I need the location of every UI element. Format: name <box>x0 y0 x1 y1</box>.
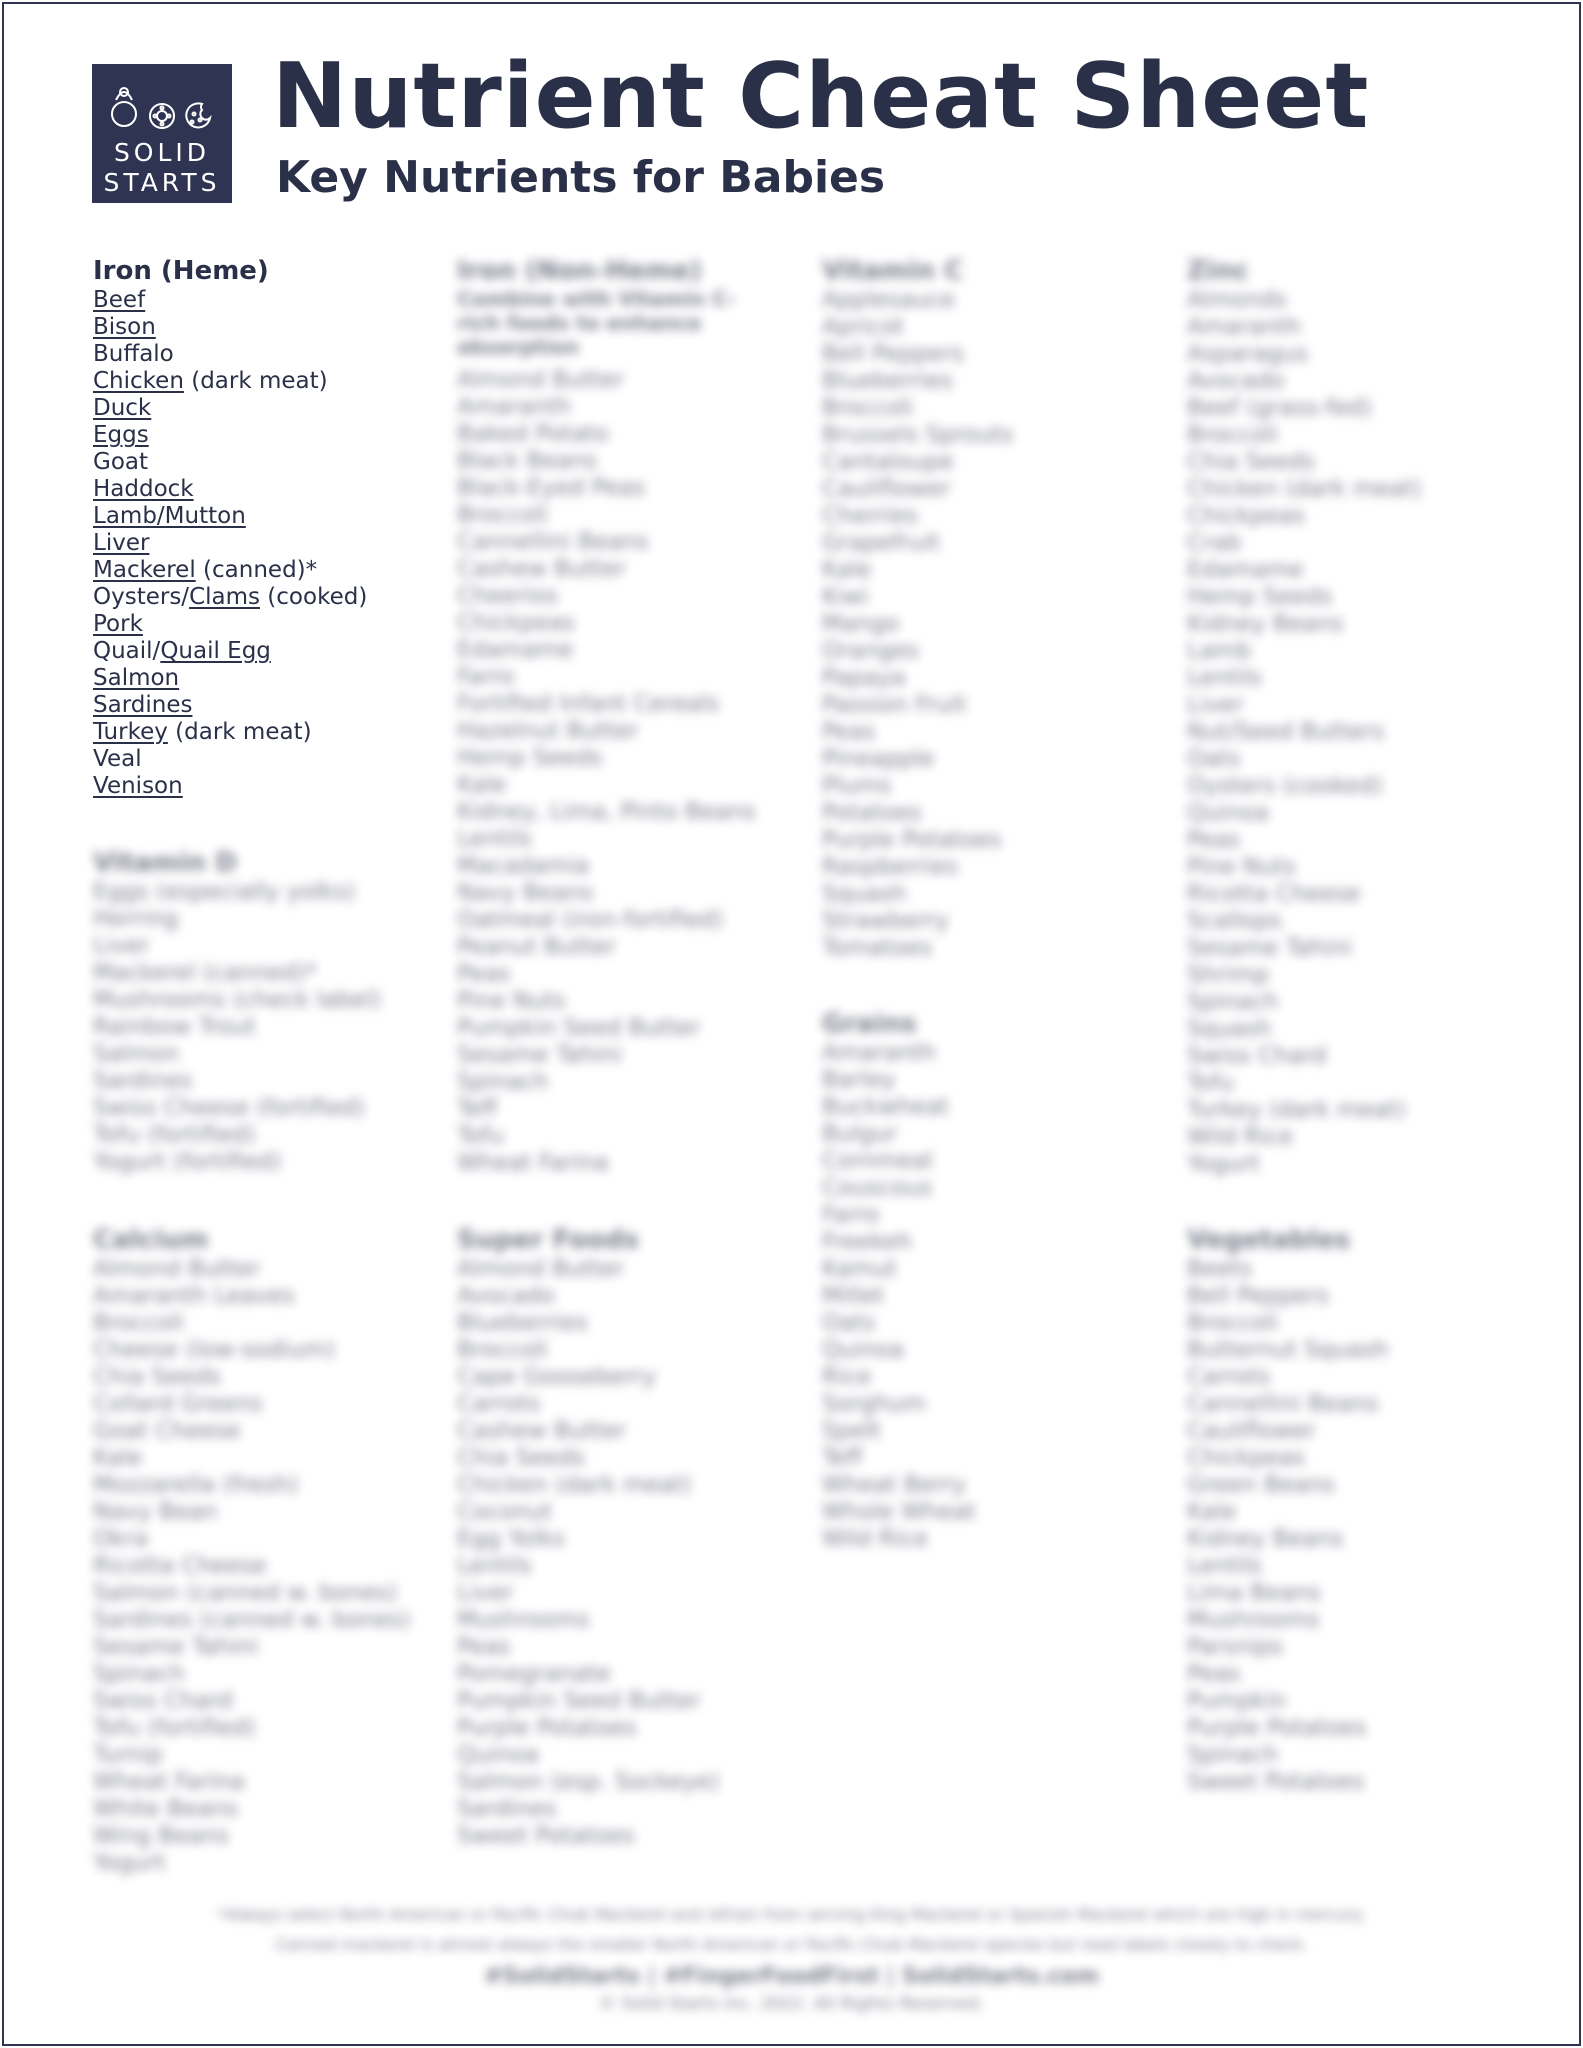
list-item: Swiss Cheese (fortified) <box>93 1095 365 1121</box>
food-link[interactable]: Pork <box>93 611 143 637</box>
list-item: Sorghum <box>822 1391 926 1417</box>
list-item: Sardines <box>93 1068 193 1094</box>
list-item: Cherries <box>822 503 918 529</box>
list-item: Plums <box>822 773 892 799</box>
list-item: Lentils <box>457 826 532 852</box>
list-item: Asparagus <box>1187 341 1309 367</box>
list-item: Lentils <box>1187 1553 1262 1579</box>
list-item: Blueberries <box>822 368 953 394</box>
list-item: Sesame Tahini <box>93 1634 258 1660</box>
list-item: Amaranth <box>822 1040 936 1066</box>
list-item: Macadamia <box>457 853 590 879</box>
vitamin-d-list <box>93 879 423 1176</box>
footnote-line: Canned mackerel is almost always the smaller North American or Pacific Chub Mackerel species but read labels closely to check. <box>275 1935 1308 1954</box>
list-item: Cashew Butter <box>457 556 626 582</box>
list-item: Rainbow Trout <box>93 1014 256 1040</box>
list-item: Coconut <box>457 1499 553 1525</box>
list-item <box>93 503 423 530</box>
list-item: Okra <box>93 1526 148 1552</box>
list-item <box>93 422 423 449</box>
item-text: Veal <box>93 746 142 772</box>
list-item <box>93 746 423 773</box>
list-item: Oysters (cooked) <box>1187 773 1383 799</box>
list-item: Spinach <box>1187 1742 1279 1768</box>
item-text: Buffalo <box>93 341 174 367</box>
list-item: Pumpkin Seed Butter <box>457 1015 701 1041</box>
list-item: Yogurt <box>1187 1151 1260 1177</box>
list-item: Chicken (dark meat) <box>1187 476 1422 502</box>
list-item: Wheat Farina <box>93 1769 245 1795</box>
list-item: Lentils <box>1187 665 1262 691</box>
list-item <box>93 665 423 692</box>
list-item: Quinoa <box>1187 800 1269 826</box>
list-item: Applesauce <box>822 287 955 313</box>
super-foods-list <box>457 1256 787 1850</box>
food-icons <box>102 78 222 140</box>
section-heading: Super Foods <box>457 1225 639 1255</box>
list-item: Bell Peppers <box>1187 1283 1330 1309</box>
list-item: Edamame <box>457 637 574 663</box>
list-item: Hemp Seeds <box>1187 584 1333 610</box>
section-vitamin-d <box>93 849 423 1176</box>
list-item: Chickpeas <box>1187 1445 1305 1471</box>
list-item: Yogurt (fortified) <box>93 1149 282 1175</box>
list-item: Teff <box>457 1096 498 1122</box>
list-item: Scallops <box>1187 908 1282 934</box>
list-item: Lamb <box>1187 638 1251 664</box>
list-item: Blueberries <box>457 1310 588 1336</box>
list-item: Broccoli <box>93 1310 184 1336</box>
section-vegetables <box>1187 1226 1517 1796</box>
list-item: Grapefruit <box>822 530 940 556</box>
list-item: Pine Nuts <box>1187 854 1296 880</box>
list-item: Kale <box>1187 1499 1237 1525</box>
list-item: Broccoli <box>1187 422 1278 448</box>
list-item: Yogurt <box>93 1850 166 1876</box>
list-item: Oatmeal (iron-fortified) <box>457 907 724 933</box>
list-item: Couscous <box>822 1175 932 1201</box>
list-item: Quinoa <box>822 1337 904 1363</box>
item-text: Oysters/ <box>93 584 190 610</box>
food-link[interactable]: Bison <box>93 314 156 340</box>
list-item: Beets <box>1187 1256 1253 1282</box>
list-item: Cape Gooseberry <box>457 1364 657 1390</box>
list-item: Spinach <box>457 1069 549 1095</box>
list-item: Cantaloupe <box>822 449 954 475</box>
section-calcium <box>93 1226 423 1877</box>
list-item: Passion Fruit <box>822 692 967 718</box>
food-link[interactable]: Venison <box>93 773 183 799</box>
list-item: Kamut <box>822 1256 897 1282</box>
list-item: Cauliflower <box>822 476 951 502</box>
mackerel-footnote <box>120 1900 1463 1960</box>
list-item: Squash <box>1187 1016 1272 1042</box>
list-item <box>93 692 423 719</box>
list-item: Black Beans <box>457 448 598 474</box>
list-item: Millet <box>822 1283 885 1309</box>
list-item: Black-Eyed Peas <box>457 475 646 501</box>
list-item: Mushrooms <box>457 1607 590 1633</box>
list-item: Collard Greens <box>93 1391 263 1417</box>
calcium-list <box>93 1256 423 1877</box>
list-item: Parsnips <box>1187 1634 1283 1660</box>
zinc-list <box>1187 287 1517 1178</box>
list-item: Purple Potatoes <box>457 1715 637 1741</box>
list-item: Purple Potatoes <box>822 827 1002 853</box>
list-item: Sweet Potatoes <box>457 1823 635 1849</box>
list-item: Kidney Beans <box>1187 1526 1344 1552</box>
list-item: Butternut Squash <box>1187 1337 1389 1363</box>
section-heading: Vegetables <box>1187 1225 1351 1255</box>
item-text: (dark meat) <box>183 368 328 394</box>
food-link[interactable]: Quail Egg <box>160 638 271 664</box>
copyright: © Solid Starts Inc. 2022. All Rights Reserved. <box>598 1994 985 2014</box>
list-item: Almond Butter <box>93 1256 261 1282</box>
section-intro: Combine with Vitamin C-rich foods to enhance absorption <box>457 287 736 359</box>
list-item: Navy Bean <box>93 1499 218 1525</box>
list-item: Kiwi <box>822 584 869 610</box>
list-item: Potatoes <box>822 800 922 826</box>
list-item: Carrots <box>457 1391 541 1417</box>
list-item: Kidney, Lima, Pinto Beans <box>457 799 756 825</box>
list-item: Pine Nuts <box>457 988 566 1014</box>
list-item: Oats <box>1187 746 1241 772</box>
list-item: Mushrooms <box>1187 1607 1320 1633</box>
section-zinc <box>1187 257 1517 1178</box>
food-link[interactable]: Liver <box>93 530 150 556</box>
section-heading: Vitamin C <box>822 256 964 286</box>
list-item: Pomegranate <box>457 1661 611 1687</box>
list-item: Wheat Berry <box>822 1472 966 1498</box>
list-item: Raspberries <box>822 854 958 880</box>
list-item: Eggs (especially yolks) <box>93 879 356 905</box>
list-item: Bell Peppers <box>822 341 965 367</box>
list-item <box>93 395 423 422</box>
list-item: Chia Seeds <box>457 1445 585 1471</box>
section-vitamin-c <box>822 257 1152 962</box>
logo-word-starts: STARTS <box>103 168 221 197</box>
list-item: Green Beans <box>1187 1472 1335 1498</box>
food-link[interactable]: Clams <box>189 584 260 610</box>
solid-starts-logo <box>92 64 232 203</box>
list-item: Mango <box>822 611 900 637</box>
list-item: Teff <box>822 1445 863 1471</box>
iron-non-heme-list <box>457 367 787 1177</box>
list-item: Egg Yolks <box>457 1526 565 1552</box>
food-link[interactable]: Turkey <box>93 719 168 745</box>
list-item: Swiss Chard <box>1187 1043 1327 1069</box>
list-item: Wild Rice <box>1187 1124 1294 1150</box>
section-iron-heme <box>93 257 423 800</box>
list-item: Cheese (low-sodium) <box>93 1337 335 1363</box>
list-item: Beef (grass-fed) <box>1187 395 1372 421</box>
section-heading: Calcium <box>93 1225 209 1255</box>
list-item: Freekeh <box>822 1229 913 1255</box>
list-item: Peanut Butter <box>457 934 616 960</box>
list-item: Squash <box>822 881 907 907</box>
list-item: Peas <box>457 1634 511 1660</box>
list-item: Liver <box>457 1580 514 1606</box>
list-item: Purple Potatoes <box>1187 1715 1367 1741</box>
list-item: Broccoli <box>457 1337 548 1363</box>
list-item: Edamame <box>1187 557 1304 583</box>
list-item: Shrimp <box>1187 962 1270 988</box>
section-heading: Iron (Non-Heme) <box>457 256 702 286</box>
list-item: Nut/Seed Butters <box>1187 719 1385 745</box>
list-item: Tofu (fortified) <box>93 1122 256 1148</box>
list-item <box>93 557 423 584</box>
page-title: Nutrient Cheat Sheet <box>272 44 1370 149</box>
list-item: Cannellini Beans <box>457 529 649 555</box>
list-item <box>93 314 423 341</box>
list-item: Avocado <box>1187 368 1285 394</box>
item-text: (canned)* <box>195 557 318 583</box>
food-link[interactable]: Mackerel <box>93 557 196 583</box>
list-item: Peas <box>457 961 511 987</box>
list-item <box>93 341 423 368</box>
list-item: Ricotta Cheese <box>93 1553 267 1579</box>
list-item: Wild Rice <box>822 1526 929 1552</box>
list-item: Baked Potato <box>457 421 609 447</box>
list-item: Sesame Tahini <box>457 1042 622 1068</box>
footer-links[interactable]: #SolidStarts | #FingerFoodFirst | SolidStarts.com <box>484 1964 1099 1989</box>
list-item: Fortified Infant Cereals <box>457 691 720 717</box>
list-item: Chickpeas <box>457 610 575 636</box>
food-link[interactable]: Sardines <box>93 692 193 718</box>
list-item: Salmon (esp. Sockeye) <box>457 1769 720 1795</box>
logo-word-solid: SOLID <box>113 138 211 167</box>
list-item: Ricotta Cheese <box>1187 881 1361 907</box>
list-item <box>93 287 423 314</box>
list-item: Tofu <box>1187 1070 1234 1096</box>
food-link[interactable]: Haddock <box>93 476 194 502</box>
list-item: Strawberry <box>822 908 949 934</box>
list-item: Wing Beans <box>93 1823 229 1849</box>
list-item: Navy Beans <box>457 880 594 906</box>
list-item: Amaranth Leaves <box>93 1283 295 1309</box>
item-text: (dark meat) <box>167 719 312 745</box>
list-item: Spelt <box>822 1418 881 1444</box>
list-item: Apricot <box>822 314 904 340</box>
food-link[interactable]: Beef <box>93 287 146 313</box>
item-text: Quail/ <box>93 638 161 664</box>
list-item: Tofu (fortified) <box>93 1715 256 1741</box>
list-item: Almonds <box>1187 287 1287 313</box>
footnote-line: *Always select North American or Pacific Chub Mackerel and refrain from serving King Mackerel or Spanish Mackerel which are high in mercury. <box>217 1905 1366 1924</box>
grains-list <box>822 1040 1152 1553</box>
list-item: Sesame Tahini <box>1187 935 1352 961</box>
list-item: Kale <box>457 772 507 798</box>
list-item <box>93 611 423 638</box>
list-item: Wheat Farina <box>457 1150 609 1176</box>
section-iron-non-heme <box>457 257 787 1177</box>
list-item: Liver <box>1187 692 1244 718</box>
list-item <box>93 476 423 503</box>
list-item: Chia Seeds <box>93 1364 221 1390</box>
list-item: Rice <box>822 1364 872 1390</box>
list-item: Turnip <box>93 1742 163 1768</box>
list-item: Farro <box>457 664 515 690</box>
food-link[interactable]: Chicken <box>93 368 184 394</box>
list-item: Spinach <box>1187 989 1279 1015</box>
list-item: Kale <box>822 557 872 583</box>
list-item: Pumpkin <box>1187 1688 1287 1714</box>
list-item: Crab <box>1187 530 1242 556</box>
section-heading: Vitamin D <box>93 848 237 878</box>
list-item: Hazelnut Butter <box>457 718 639 744</box>
section-super-foods <box>457 1226 787 1850</box>
list-item: Amaranth <box>457 394 571 420</box>
list-item: Whole Wheat <box>822 1499 976 1525</box>
list-item: Liver <box>93 933 150 959</box>
list-item: Turkey (dark meat) <box>1187 1097 1406 1123</box>
vegetables-list <box>1187 1256 1517 1796</box>
list-item: Herring <box>93 906 179 932</box>
food-link[interactable]: Eggs <box>93 422 149 448</box>
list-item: Chicken (dark meat) <box>457 1472 692 1498</box>
list-item: Spinach <box>93 1661 185 1687</box>
list-item: Broccoli <box>822 395 913 421</box>
list-item: Pumpkin Seed Butter <box>457 1688 701 1714</box>
list-item: Carrots <box>1187 1364 1271 1390</box>
list-item: Cashew Butter <box>457 1418 626 1444</box>
food-link[interactable]: Lamb/Mutton <box>93 503 246 529</box>
iron-heme-list <box>93 287 423 800</box>
section-heading: Grains <box>822 1009 917 1039</box>
food-link[interactable]: Duck <box>93 395 152 421</box>
list-item: Cauliflower <box>1187 1418 1316 1444</box>
list-item: Peas <box>1187 827 1241 853</box>
list-item: Peas <box>822 719 876 745</box>
item-text: Goat <box>93 449 149 475</box>
list-item: Avocado <box>457 1283 555 1309</box>
item-text: (cooked) <box>260 584 368 610</box>
section-heading: Iron (Heme) <box>93 256 269 286</box>
list-item: Broccoli <box>1187 1310 1278 1336</box>
list-item: Lentils <box>457 1553 532 1579</box>
list-item: Swiss Chard <box>93 1688 233 1714</box>
list-item: Lima Beans <box>1187 1580 1321 1606</box>
list-item: Quinoa <box>457 1742 539 1768</box>
list-item: Mushrooms (check label) <box>93 987 381 1013</box>
list-item: Brussels Sprouts <box>822 422 1014 448</box>
list-item: Amaranth <box>1187 314 1301 340</box>
list-item: Almond Butter <box>457 367 625 393</box>
list-item <box>93 638 423 665</box>
list-item: Sardines (canned w. bones) <box>93 1607 411 1633</box>
list-item: Oranges <box>822 638 919 664</box>
list-item: Peas <box>1187 1661 1241 1687</box>
list-item <box>93 530 423 557</box>
food-link[interactable]: Salmon <box>93 665 180 691</box>
list-item: Mackerel (canned)* <box>93 960 318 986</box>
list-item: Farro <box>822 1202 880 1228</box>
list-item: Papaya <box>822 665 906 691</box>
list-item: Tofu <box>457 1123 504 1149</box>
vitamin-c-list <box>822 287 1152 962</box>
list-item: Almond Butter <box>457 1256 625 1282</box>
list-item: Pineapple <box>822 746 935 772</box>
list-item: Mozzarella (fresh) <box>93 1472 299 1498</box>
list-item: Salmon <box>93 1041 180 1067</box>
list-item <box>93 449 423 476</box>
list-item: Chickpeas <box>1187 503 1305 529</box>
list-item: Sweet Potatoes <box>1187 1769 1365 1795</box>
list-item: Barley <box>822 1067 896 1093</box>
section-grains <box>822 1010 1152 1553</box>
list-item: Hemp Seeds <box>457 745 603 771</box>
list-item: Cannellini Beans <box>1187 1391 1379 1417</box>
list-item: Salmon (canned w. bones) <box>93 1580 398 1606</box>
page-subtitle: Key Nutrients for Babies <box>276 152 886 203</box>
list-item: Sardines <box>457 1796 557 1822</box>
list-item: Cornmeal <box>822 1148 933 1174</box>
list-item: Cheerios <box>457 583 558 609</box>
list-item: Tomatoes <box>822 935 932 961</box>
list-item: Broccoli <box>457 502 548 528</box>
list-item: Buckwheat <box>822 1094 949 1120</box>
list-item: Bulgur <box>822 1121 898 1147</box>
list-item <box>93 773 423 800</box>
list-item: Chia Seeds <box>1187 449 1315 475</box>
list-item <box>93 368 423 395</box>
list-item: Kidney Beans <box>1187 611 1344 637</box>
list-item <box>93 719 423 746</box>
list-item: White Beans <box>93 1796 238 1822</box>
list-item: Goat Cheese <box>93 1418 241 1444</box>
list-item <box>93 584 423 611</box>
list-item: Kale <box>93 1445 143 1471</box>
section-heading: Zinc <box>1187 256 1249 286</box>
list-item: Oats <box>822 1310 876 1336</box>
